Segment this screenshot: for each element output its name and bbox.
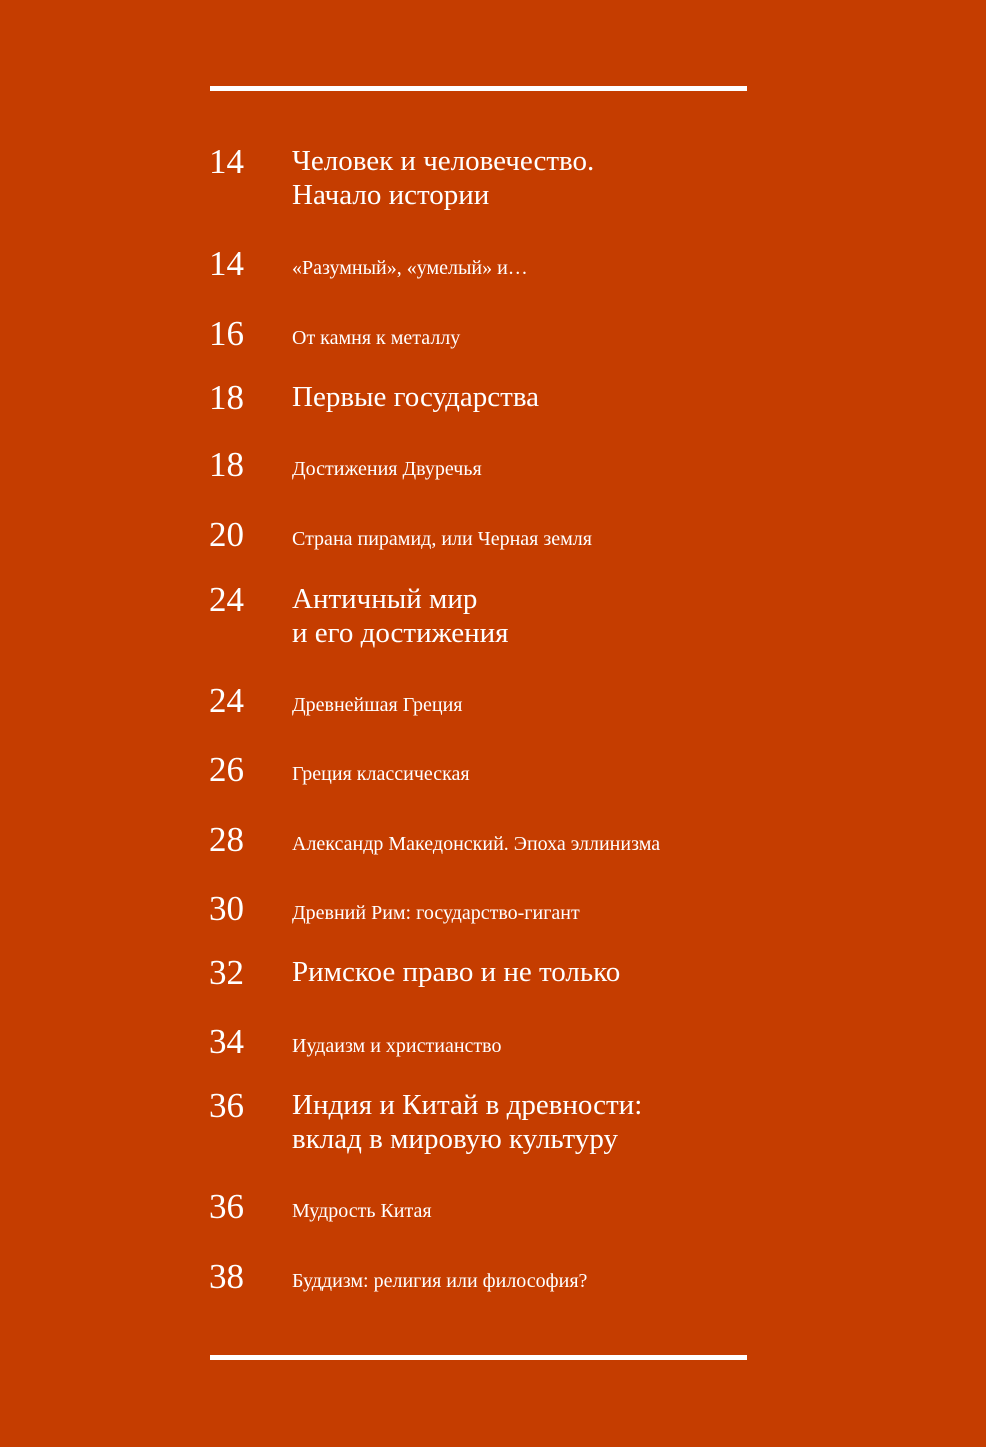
toc-title xyxy=(292,693,463,717)
toc-title-line: Страна пирамид, или Черная земля xyxy=(292,528,592,550)
toc-title xyxy=(292,955,620,989)
toc-title-line: вклад в мировую культуру xyxy=(292,1123,618,1155)
toc-page-number: 34 xyxy=(209,1022,244,1061)
toc-title-line: Мудрость Китая xyxy=(292,1200,432,1222)
toc-page-number: 36 xyxy=(209,1187,244,1226)
toc-title-line: Греция классическая xyxy=(292,763,470,785)
toc-title-line: Человек и человечество. xyxy=(292,145,595,177)
toc-title xyxy=(292,256,528,280)
toc-title-line: Александр Македонский. Эпоха эллинизма xyxy=(292,833,661,855)
toc-title xyxy=(292,144,594,212)
toc-page-number: 28 xyxy=(209,820,244,859)
toc-page-number: 36 xyxy=(209,1086,244,1125)
toc-title-line: Начало истории xyxy=(292,179,490,211)
toc-page-number: 32 xyxy=(209,953,244,992)
toc-title-line: «Разумный», «умелый» и… xyxy=(292,257,528,279)
toc-title xyxy=(292,582,509,650)
toc-title xyxy=(292,1269,587,1293)
toc-title xyxy=(292,832,660,856)
toc-page-number: 14 xyxy=(209,244,244,283)
toc-title-line: Древний Рим: государство-гигант xyxy=(292,902,580,924)
toc-page-number: 14 xyxy=(209,142,244,181)
toc-title-line: Индия и Китай в древности: xyxy=(292,1089,643,1121)
toc-title-line: Буддизм: религия или философия? xyxy=(292,1270,588,1292)
toc-title-line: От камня к металлу xyxy=(292,327,461,349)
toc-title-line: Иудаизм и христианство xyxy=(292,1035,502,1057)
toc-page-number: 26 xyxy=(209,750,244,789)
toc-page-number: 20 xyxy=(209,515,244,554)
toc-title-line: Римское право и не только xyxy=(292,956,621,988)
toc-page-number: 16 xyxy=(209,314,244,353)
toc-title-line: Древнейшая Греция xyxy=(292,694,463,716)
toc-page-number: 18 xyxy=(209,445,244,484)
toc-title-line: Первые государства xyxy=(292,381,540,413)
toc-title-line: Античный мир xyxy=(292,583,478,615)
toc-title-line: Достижения Двуречья xyxy=(292,458,482,480)
toc-page-number: 18 xyxy=(209,378,244,417)
toc-title-line: и его достижения xyxy=(292,617,509,649)
top-divider xyxy=(210,86,747,91)
toc-page-number: 30 xyxy=(209,889,244,928)
toc-title xyxy=(292,326,460,350)
toc-title xyxy=(292,1088,642,1156)
toc-title xyxy=(292,1034,501,1058)
toc-page-number: 24 xyxy=(209,580,244,619)
toc-title xyxy=(292,1199,432,1223)
bottom-divider xyxy=(210,1355,747,1360)
toc-title xyxy=(292,527,592,551)
toc-title xyxy=(292,380,539,414)
toc-title xyxy=(292,457,482,481)
toc-page-number: 24 xyxy=(209,681,244,720)
toc-title xyxy=(292,762,470,786)
toc-title xyxy=(292,901,580,925)
toc-page-number: 38 xyxy=(209,1257,244,1296)
